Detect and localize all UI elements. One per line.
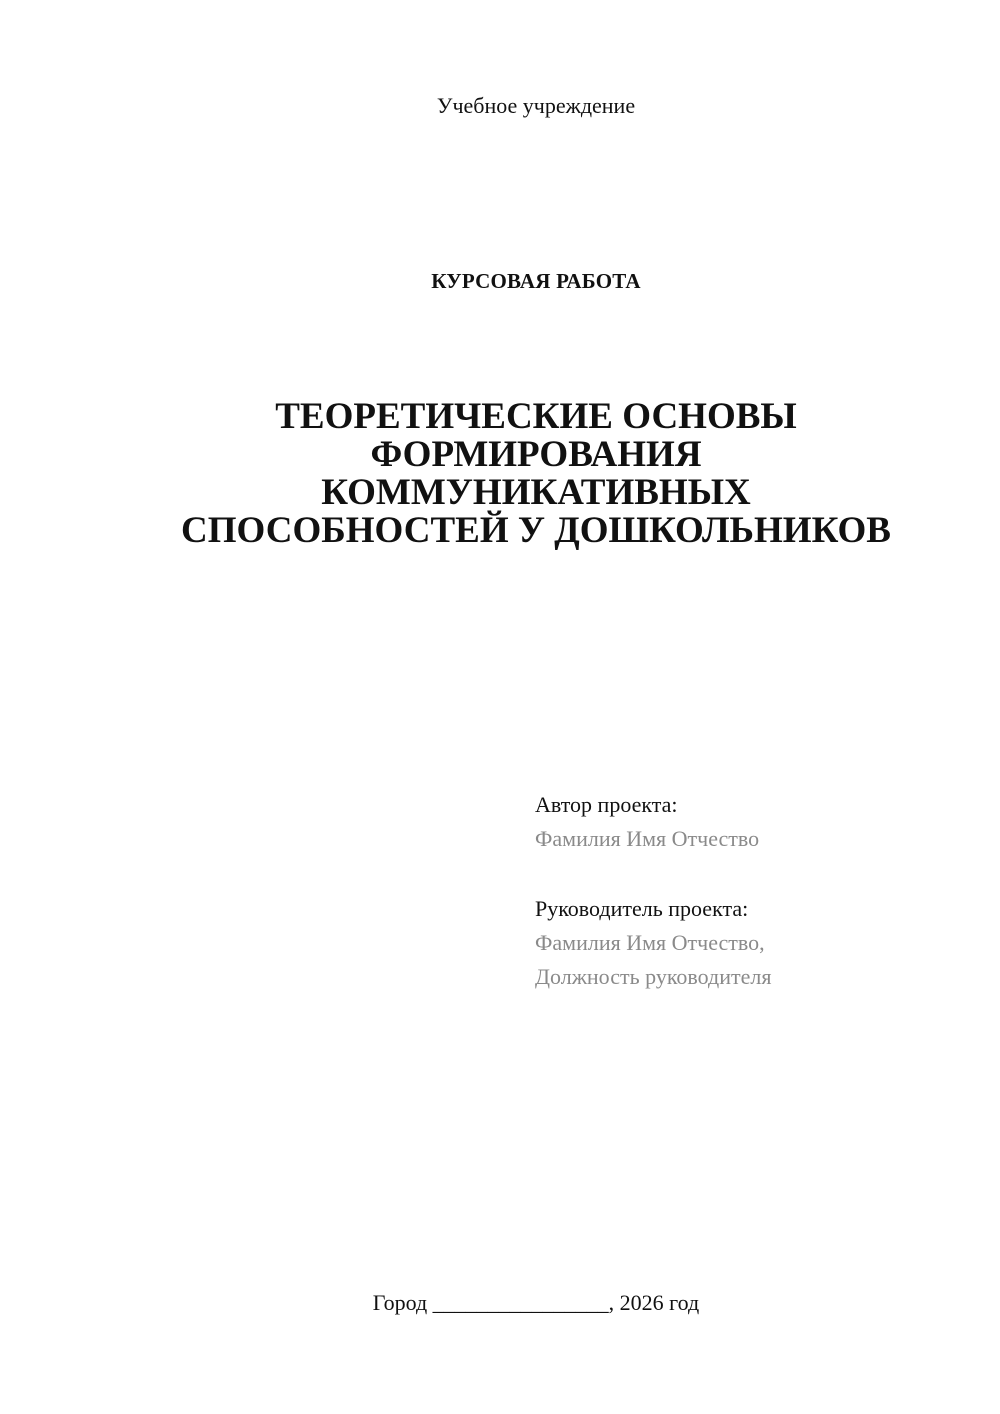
supervisor-name: Фамилия Имя Отчество, bbox=[535, 930, 765, 955]
info-spacer bbox=[535, 856, 975, 892]
title-line: КОММУНИКАТИВНЫХ bbox=[321, 472, 751, 513]
title-line: ТЕОРЕТИЧЕСКИЕ ОСНОВЫ bbox=[275, 396, 797, 437]
city-year-line: Город ________________, 2026 год bbox=[372, 1290, 700, 1315]
title-line: СПОСОБНОСТЕЙ У ДОШКОЛЬНИКОВ bbox=[181, 510, 891, 551]
supervisor-label: Руководитель проекта: bbox=[535, 896, 749, 921]
institution-name: Учебное учреждение bbox=[436, 93, 636, 118]
project-info-block bbox=[535, 788, 975, 994]
author-label: Автор проекта: bbox=[535, 792, 678, 817]
supervisor-position: Должность руководителя bbox=[535, 964, 772, 989]
work-type-heading: КУРСОВАЯ РАБОТА bbox=[431, 269, 641, 293]
title-line: ФОРМИРОВАНИЯ bbox=[370, 434, 702, 475]
author-name: Фамилия Имя Отчество bbox=[535, 826, 760, 851]
work-title bbox=[0, 398, 1000, 550]
